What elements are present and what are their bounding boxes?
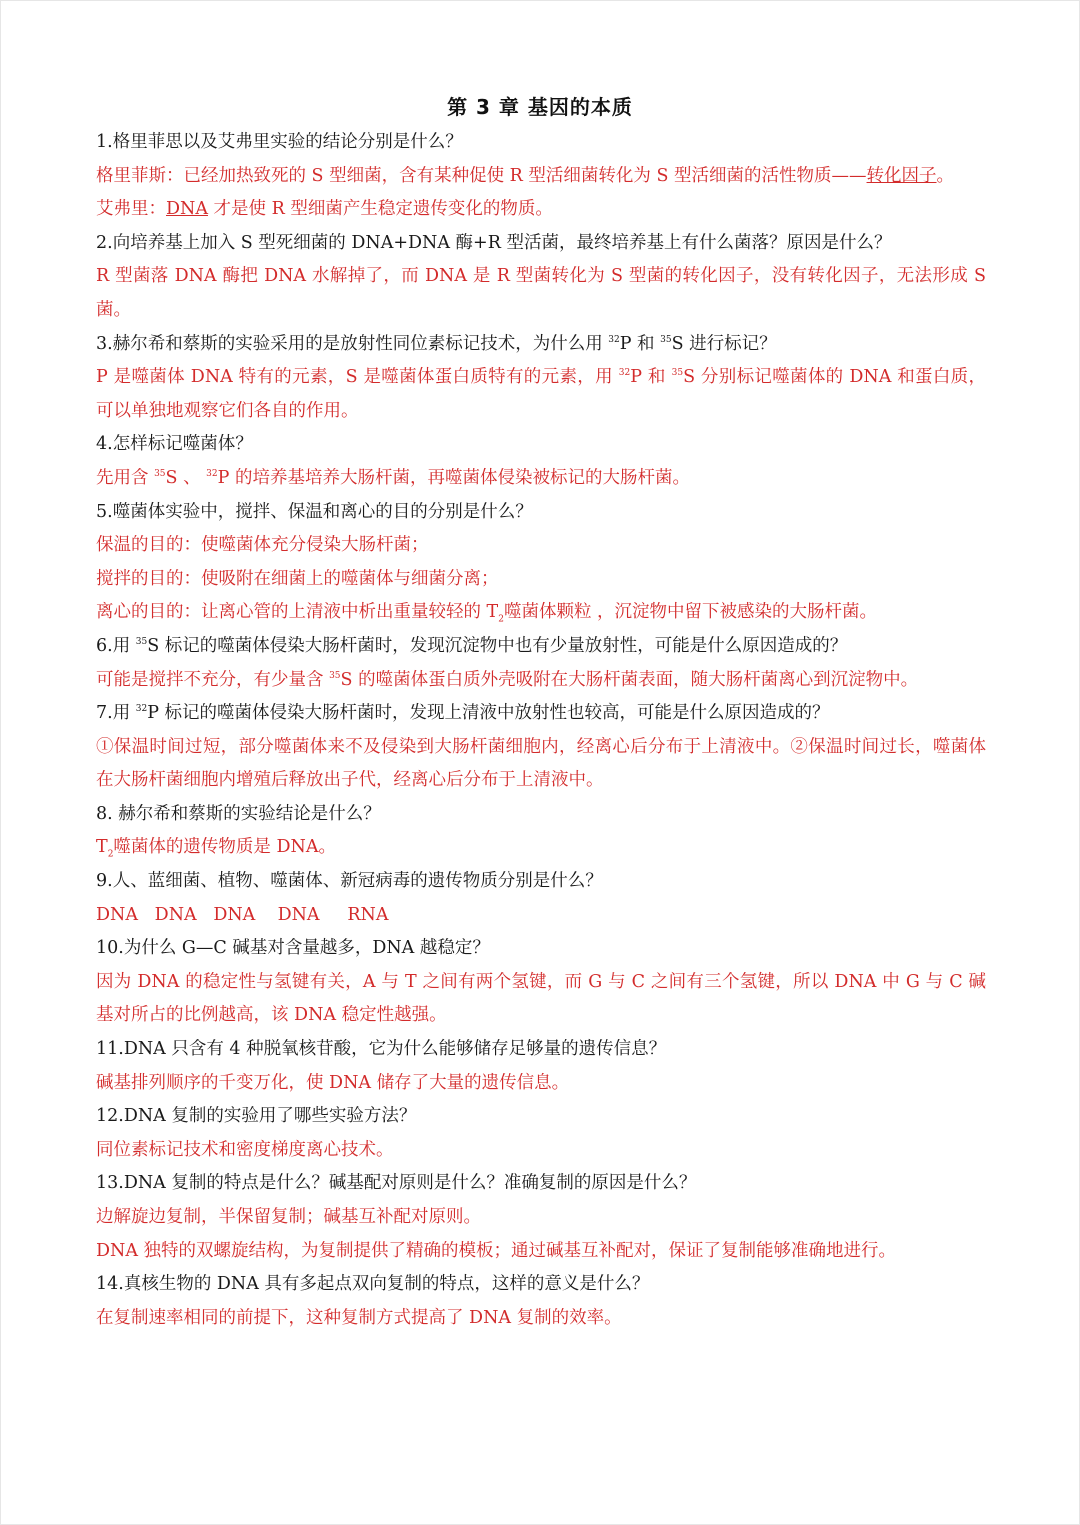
question-text: S 进行标记？	[671, 333, 777, 354]
answer-text: P 的培养基培养大肠杆菌，再噬菌体侵染被标记的大肠杆菌。	[217, 467, 690, 488]
isotope-mass: 35	[154, 469, 166, 480]
subscript: 2	[107, 849, 114, 860]
answer-5b: 搅拌的目的：使吸附在细菌上的噬菌体与细菌分离；	[96, 568, 499, 589]
question-3	[96, 328, 986, 362]
isotope-mass: 32	[206, 469, 218, 480]
qa-list	[96, 126, 986, 1335]
page-title: 第 3 章 基因的本质	[447, 95, 633, 119]
isotope-mass: 35	[660, 334, 672, 345]
answer-text: S 、	[165, 467, 207, 488]
question-5: 5.噬菌体实验中，搅拌、保温和离心的目的分别是什么？	[96, 501, 533, 522]
answer-10: 因为 DNA 的稳定性与氢键有关，A 与 T 之间有两个氢键，而 G 与 C 之间有三个氢键，所以 DNA 中 G 与 C 碱基对所占的比例越高，该 DNA 稳定性越强。	[96, 971, 986, 1026]
answer-13b: DNA 独特的双螺旋结构，为复制提供了精确的模板；通过碱基互补配对，保证了复制能够准确地进行。	[96, 1240, 897, 1261]
answer-6	[96, 664, 986, 698]
isotope-mass: 35	[135, 637, 148, 648]
answer-14: 在复制速率相同的前提下，这种复制方式提高了 DNA 复制的效率。	[96, 1307, 622, 1328]
isotope-mass: 32	[608, 334, 620, 345]
answer-text: 格里菲斯：已经加热致死的 S 型细菌，含有某种促使 R 型活细菌转化为 S 型活细菌的活性物质——	[96, 165, 867, 186]
question-11: 11.DNA 只含有 4 种脱氧核苷酸，它为什么能够储存足够量的遗传信息？	[96, 1039, 667, 1060]
answer-text: P 是噬菌体 DNA 特有的元素，S 是噬菌体蛋白质特有的元素，用	[96, 367, 619, 388]
answer-text: 才是使 R 型细菌产生稳定遗传变化的物质。	[207, 199, 553, 220]
question-14: 14.真核生物的 DNA 具有多起点双向复制的特点，这样的意义是什么？	[96, 1274, 650, 1295]
answer-4	[96, 462, 986, 496]
question-text: P 标记的噬菌体侵染大肠杆菌时，发现上清液中放射性也较高，可能是什么原因造成的？	[147, 703, 830, 724]
isotope-mass: 32	[618, 368, 631, 379]
isotope-mass: 35	[671, 368, 684, 379]
question-10: 10.为什么 G—C 碱基对含量越多，DNA 越稳定？	[96, 938, 490, 959]
answer-text: S 分别标记噬菌体的 DNA 和蛋白质，可以单独地观察它们各自的作用。	[96, 367, 986, 421]
answer-text: 可能是搅拌不充分，有少量含	[96, 669, 330, 690]
answer-text: 噬菌体的遗传物质是 DNA。	[113, 837, 336, 858]
answer-5c	[96, 596, 986, 630]
underlined-term: 转化因子	[866, 165, 937, 186]
answer-7: ①保温时间过短，部分噬菌体来不及侵染到大肠杆菌细胞内，经离心后分布于上清液中。②保温时间过长，噬菌体在大肠杆菌细胞内增殖后释放出子代，经离心后分布于上清液中。	[96, 736, 986, 791]
answer-text: 噬菌体颗粒 ，沉淀物中留下被感染的大肠杆菌。	[503, 602, 878, 623]
answer-13a: 边解旋边复制，半保留复制；碱基互补配对原则。	[96, 1207, 481, 1227]
subscript: 2	[498, 614, 504, 625]
isotope-mass: 35	[329, 670, 341, 681]
answer-1a	[96, 160, 986, 194]
answer-1b	[96, 193, 986, 227]
answer-text: 先用含	[96, 467, 155, 488]
answer-text: 。	[936, 165, 955, 186]
answer-9: DNA DNA DNA DNA RNA	[96, 904, 389, 925]
answer-text: 离心的目的：让离心管的上清液中析出重量较轻的 T	[96, 602, 499, 623]
question-6	[96, 630, 986, 664]
underlined-term: DNA	[166, 199, 208, 220]
question-8: 8. 赫尔希和蔡斯的实验结论是什么？	[96, 803, 381, 824]
answer-text: 艾弗里：	[96, 199, 166, 220]
answer-5a: 保温的目的：使噬菌体充分侵染大肠杆菌；	[96, 535, 429, 556]
answer-text: T	[96, 837, 108, 858]
isotope-mass: 32	[135, 704, 148, 715]
question-text: 6.用	[96, 635, 136, 656]
answer-12: 同位素标记技术和密度梯度离心技术。	[96, 1139, 394, 1160]
question-12: 12.DNA 复制的实验用了哪些实验方法？	[96, 1106, 417, 1127]
question-text: P 和	[619, 333, 661, 354]
question-9: 9.人、蓝细菌、植物、噬菌体、新冠病毒的遗传物质分别是什么？	[96, 871, 603, 892]
answer-2: R 型菌落 DNA 酶把 DNA 水解掉了，而 DNA 是 R 型菌转化为 S 型菌的转化因子，没有转化因子，无法形成 S 菌。	[96, 266, 986, 320]
answer-8	[96, 831, 986, 865]
question-13: 13.DNA 复制的特点是什么？碱基配对原则是什么？准确复制的原因是什么？	[96, 1173, 697, 1194]
answer-11: 碱基排列顺序的千变万化，使 DNA 储存了大量的遗传信息。	[96, 1072, 570, 1093]
answer-text: S 的噬菌体蛋白质外壳吸附在大肠杆菌表面，随大肠杆菌离心到沉淀物中。	[340, 669, 919, 690]
answer-text: P 和	[630, 367, 672, 388]
answer-3	[96, 361, 986, 428]
question-1: 1.格里菲思以及艾弗里实验的结论分别是什么？	[96, 132, 463, 152]
question-7	[96, 697, 986, 731]
question-4: 4.怎样标记噬菌体？	[96, 434, 253, 455]
question-text: 7.用	[96, 703, 136, 724]
question-2: 2.向培养基上加入 S 型死细菌的 DNA+DNA 酶+R 型活菌，最终培养基上有什么菌落？原因是什么？	[96, 232, 892, 253]
question-text: S 标记的噬菌体侵染大肠杆菌时，发现沉淀物中也有少量放射性，可能是什么原因造成的？	[147, 635, 848, 656]
question-text: 3.赫尔希和蔡斯的实验采用的是放射性同位素标记技术，为什么用	[96, 333, 609, 354]
